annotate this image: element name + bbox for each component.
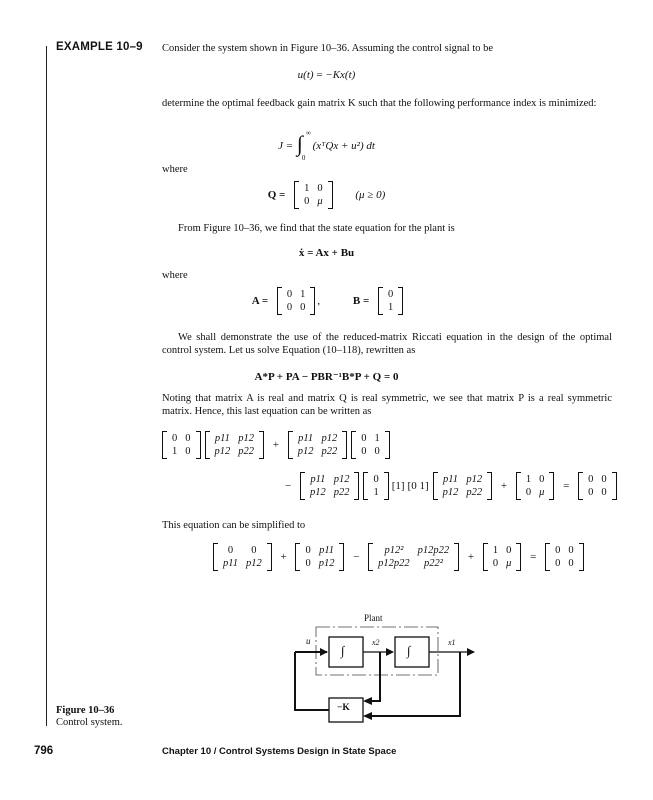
eq-u-equals: = (316, 69, 323, 81)
p-matrix-1: p11 p12 p12 p22 (205, 431, 265, 459)
equals-1: = (563, 480, 570, 492)
p-matrix-4: p11 p12 p12 p22 (433, 472, 493, 500)
b-matrix: 0 1 (378, 287, 403, 315)
u-label: u (306, 636, 311, 646)
zero-matrix-1: 0 0 0 0 (578, 472, 617, 500)
demonstrate-text: We shall demonstrate the use of the reduced-matrix Riccati equation in the design of the optimal control system. Let us solve Equation (10–118), rewritten as (162, 332, 612, 356)
a-lhs: A = (251, 295, 269, 307)
b-lhs: B = (352, 295, 370, 307)
integral-lower-limit: 0 (301, 154, 306, 162)
r-inverse: [1] (391, 480, 405, 492)
q-lhs: Q = (267, 189, 286, 201)
integral-upper-limit: ∞ (305, 129, 311, 137)
figure-caption-title: Figure 10–36 (56, 705, 115, 716)
noting-text: Noting that matrix A is real and matrix Q is real symmetric, we see that matrix P is a real symmetric matrix. Hence, this last equation can be written as (162, 393, 612, 417)
page-number: 796 (34, 745, 54, 757)
plus-2: + (500, 480, 508, 492)
where-1: where (162, 164, 188, 175)
minus-1: − (285, 480, 292, 492)
matrix-s1: 0 0 p11 p12 (213, 543, 272, 571)
plant-dashed-box (316, 627, 438, 675)
eq-u-lhs: u(t) (297, 69, 314, 81)
integrator-1-block (329, 637, 363, 667)
feedback-x2 (365, 652, 380, 701)
where-2: where (162, 270, 188, 281)
equals-2: = (530, 551, 537, 563)
a-matrix: 0 1 0 0 (277, 287, 316, 315)
integrator-2-symbol: ∫ (407, 643, 411, 658)
at-matrix: 0 0 1 0 (162, 431, 201, 459)
q-matrix: 1 0 0 μ (294, 181, 333, 209)
q-matrix-2: 1 0 0 μ (516, 472, 555, 500)
plus-3: + (280, 551, 287, 563)
riccati-equation: A*P + PA − PBR⁻¹B*P + Q = 0 (254, 371, 399, 383)
a-matrix-2: 0 1 0 0 (351, 431, 390, 459)
integrator-2-block (395, 637, 429, 667)
p-matrix-3: p11 p12 p12 p22 (300, 472, 360, 500)
feedback-x2-head (363, 697, 372, 705)
plant-label: Plant (364, 613, 383, 623)
integrator-1-symbol: ∫ (341, 643, 345, 658)
state-equation: ẋ = Ax + Bu (298, 247, 355, 259)
integral-sign: ∫ (296, 131, 303, 156)
eq-u-rhs: −Kx(t) (325, 69, 356, 81)
integrand: (xᵀQx + u²) dt (312, 140, 375, 152)
simplified-text: This equation can be simplified to (162, 520, 306, 531)
zero-matrix-2: 0 0 0 0 (545, 543, 584, 571)
x2-label: x2 (372, 638, 380, 647)
mu-condition: (μ ≥ 0) (355, 189, 386, 201)
b-transpose: [0 1] (407, 480, 429, 492)
plus-4: + (467, 551, 475, 563)
p-matrix-2: p11 p12 p12 p22 (288, 431, 348, 459)
x1-label: x1 (448, 638, 456, 647)
eq-j-lhs: J = (278, 140, 294, 152)
from-figure-text: From Figure 10–36, we find that the state equation for the plant is (178, 223, 455, 234)
gain-label: −K (337, 703, 350, 713)
figure-caption-text: Control system. (56, 717, 123, 728)
plus-1: + (272, 439, 279, 451)
running-head: Chapter 10 / Control Systems Design in State Space (162, 746, 397, 757)
determine-text: determine the optimal feedback gain matrix K such that the following performance index is minimized: (162, 98, 597, 109)
example-label: EXAMPLE 10–9 (56, 41, 143, 53)
intro-text: Consider the system shown in Figure 10–36. Assuming the control signal to be (162, 43, 494, 54)
control-feedback-line (295, 652, 329, 710)
matrix-s3: p12² p12p22 p12p22 p22² (368, 543, 459, 571)
feedback-x1-head (363, 712, 372, 720)
minus-2: − (353, 551, 360, 563)
b-vector: 0 1 (363, 472, 388, 500)
ab-comma: , (317, 295, 321, 307)
matrix-s2: 0 p11 0 p12 (295, 543, 344, 571)
matrix-s4: 1 0 0 μ (483, 543, 522, 571)
